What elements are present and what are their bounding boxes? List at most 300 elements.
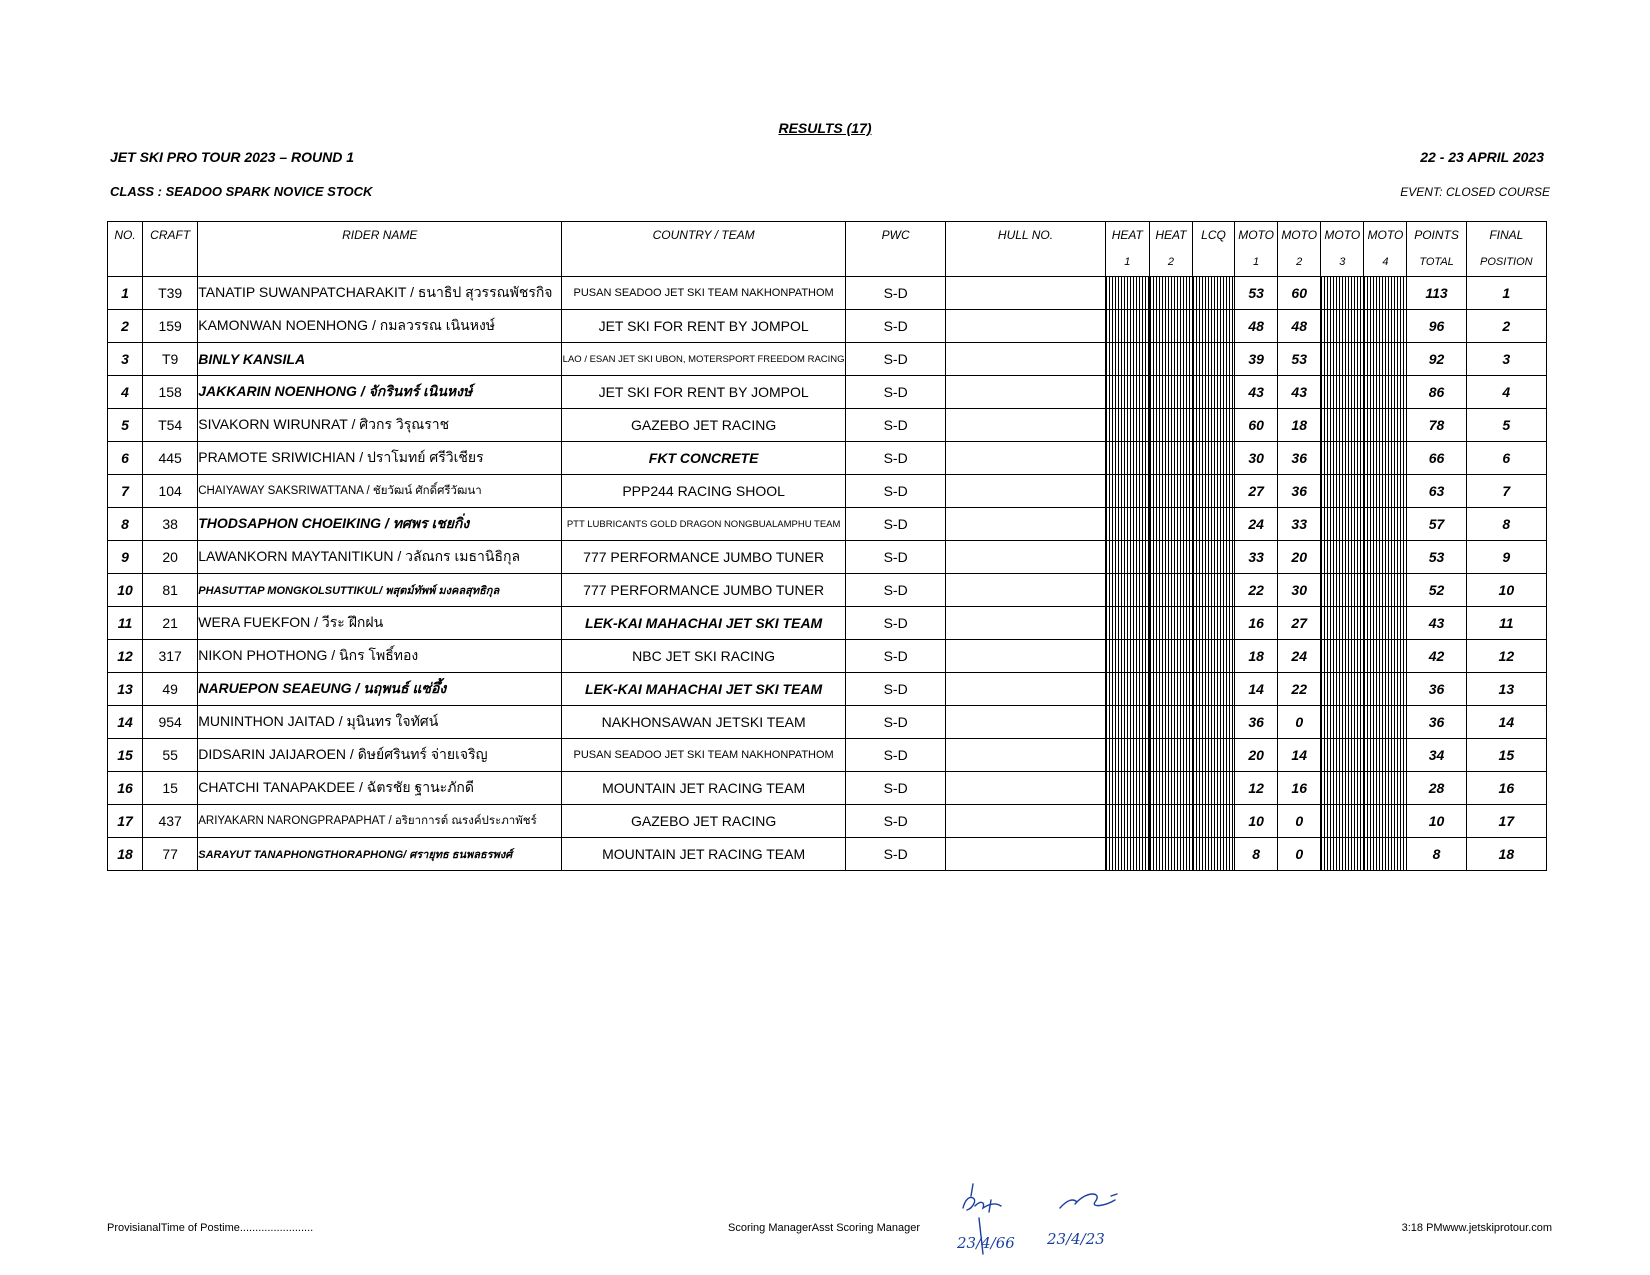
points-total: 53 <box>1407 541 1466 574</box>
table-row <box>108 508 1547 541</box>
footer-provisional: ProvisianalTime of Postime........................ <box>107 1222 314 1234</box>
moto3-cell <box>1321 607 1364 640</box>
table-row <box>108 838 1547 871</box>
lcq-cell <box>1192 772 1234 805</box>
moto3-cell <box>1321 673 1364 706</box>
points-total: 52 <box>1407 574 1466 607</box>
heat1-cell <box>1105 574 1149 607</box>
final-position: 9 <box>1466 541 1546 574</box>
table-row <box>108 739 1547 772</box>
lcq-cell <box>1192 640 1234 673</box>
moto1-points: 18 <box>1235 640 1278 673</box>
hull-number <box>946 673 1105 706</box>
lcq-cell <box>1192 706 1234 739</box>
svg-text:23/4/66: 23/4/66 <box>957 1234 1015 1252</box>
lcq-cell <box>1192 475 1234 508</box>
country-team: NAKHONSAWAN JETSKI TEAM <box>562 706 846 739</box>
moto4-cell <box>1364 640 1407 673</box>
craft-number: 38 <box>143 508 198 541</box>
heat2-cell <box>1149 772 1192 805</box>
moto1-points: 48 <box>1235 310 1278 343</box>
hull-number <box>946 574 1105 607</box>
moto1-points: 8 <box>1235 838 1278 871</box>
table-row <box>108 343 1547 376</box>
lcq-cell <box>1192 541 1234 574</box>
points-total: 8 <box>1407 838 1466 871</box>
final-position: 4 <box>1466 376 1546 409</box>
points-total: 42 <box>1407 640 1466 673</box>
col-hull: HULL NO. <box>946 222 1105 277</box>
moto3-cell <box>1321 739 1364 772</box>
row-number: 9 <box>108 541 143 574</box>
row-number: 14 <box>108 706 143 739</box>
moto4-cell <box>1364 343 1407 376</box>
results-title: RESULTS (17) <box>778 120 872 136</box>
heat2-cell <box>1149 838 1192 871</box>
moto2-points: 36 <box>1278 475 1321 508</box>
heat1-cell <box>1105 640 1149 673</box>
heat2-cell <box>1149 409 1192 442</box>
moto1-points: 36 <box>1235 706 1278 739</box>
lcq-cell <box>1192 409 1234 442</box>
final-position: 3 <box>1466 343 1546 376</box>
lcq-cell <box>1192 739 1234 772</box>
rider-name: TANATIP SUWANPATCHARAKIT / ธนาธิป สุวรรณพัชรกิจ <box>198 277 562 310</box>
heat2-cell <box>1149 574 1192 607</box>
country-team: PUSAN SEADOO JET SKI TEAM NAKHONPATHOM <box>562 739 846 772</box>
table-row <box>108 574 1547 607</box>
moto2-points: 16 <box>1278 772 1321 805</box>
heat1-cell <box>1105 739 1149 772</box>
final-position: 17 <box>1466 805 1546 838</box>
country-team: JET SKI FOR RENT BY JOMPOL <box>562 310 846 343</box>
event-date: 22 - 23 APRIL 2023 <box>1420 149 1544 165</box>
rider-name: CHAIYAWAY SAKSRIWATTANA / ชัยวัฒน์ ศักดิ์ศรีวัฒนา <box>198 475 562 508</box>
class-name: CLASS : SEADOO SPARK NOVICE STOCK <box>110 184 373 199</box>
pwc: S-D <box>846 508 946 541</box>
moto4-cell <box>1364 772 1407 805</box>
moto4-cell <box>1364 508 1407 541</box>
heat2-cell <box>1149 442 1192 475</box>
heat1-cell <box>1105 805 1149 838</box>
heat1-cell <box>1105 541 1149 574</box>
heat1-cell <box>1105 838 1149 871</box>
hull-number <box>946 805 1105 838</box>
country-team: LEK-KAI MAHACHAI JET SKI TEAM <box>562 607 846 640</box>
country-team: MOUNTAIN JET RACING TEAM <box>562 838 846 871</box>
table-row <box>108 805 1547 838</box>
row-number: 10 <box>108 574 143 607</box>
points-total: 10 <box>1407 805 1466 838</box>
row-number: 13 <box>108 673 143 706</box>
rider-name: SIVAKORN WIRUNRAT / ศิวกร วิรุณราช <box>198 409 562 442</box>
hull-number <box>946 310 1105 343</box>
rider-name: CHATCHI TANAPAKDEE / ฉัตรชัย ฐานะภักดี <box>198 772 562 805</box>
moto3-cell <box>1321 442 1364 475</box>
pwc: S-D <box>846 739 946 772</box>
rider-name: KAMONWAN NOENHONG / กมลวรรณ เนินหงษ์ <box>198 310 562 343</box>
rider-name: NARUEPON SEAEUNG / นฤพนธ์ แซ่อึ้ง <box>198 673 562 706</box>
heat1-cell <box>1105 343 1149 376</box>
heat2-cell <box>1149 640 1192 673</box>
lcq-cell <box>1192 376 1234 409</box>
moto4-cell <box>1364 838 1407 871</box>
points-total: 43 <box>1407 607 1466 640</box>
moto2-points: 27 <box>1278 607 1321 640</box>
moto1-points: 53 <box>1235 277 1278 310</box>
final-position: 16 <box>1466 772 1546 805</box>
moto3-cell <box>1321 409 1364 442</box>
table-row <box>108 607 1547 640</box>
table-row <box>108 475 1547 508</box>
hull-number <box>946 376 1105 409</box>
row-number: 4 <box>108 376 143 409</box>
footer-scoring-manager: Scoring ManagerAsst Scoring Manager <box>728 1222 920 1234</box>
country-team: LAO / ESAN JET SKI UBON, MOTERSPORT FREEDOM RACING <box>562 343 846 376</box>
heat2-cell <box>1149 805 1192 838</box>
pwc: S-D <box>846 673 946 706</box>
moto4-cell <box>1364 277 1407 310</box>
lcq-cell <box>1192 343 1234 376</box>
row-number: 17 <box>108 805 143 838</box>
country-team: GAZEBO JET RACING <box>562 805 846 838</box>
col-pwc: PWC <box>846 222 946 277</box>
craft-number: 81 <box>143 574 198 607</box>
heat1-cell <box>1105 409 1149 442</box>
row-number: 7 <box>108 475 143 508</box>
country-team: FKT CONCRETE <box>562 442 846 475</box>
moto1-points: 16 <box>1235 607 1278 640</box>
row-number: 1 <box>108 277 143 310</box>
row-number: 3 <box>108 343 143 376</box>
rider-name: THODSAPHON CHOEIKING / ทศพร เชยกิ่ง <box>198 508 562 541</box>
moto3-cell <box>1321 343 1364 376</box>
hull-number <box>946 277 1105 310</box>
lcq-cell <box>1192 574 1234 607</box>
heat1-cell <box>1105 310 1149 343</box>
row-number: 11 <box>108 607 143 640</box>
lcq-cell <box>1192 838 1234 871</box>
hull-number <box>946 541 1105 574</box>
moto2-points: 0 <box>1278 706 1321 739</box>
pwc: S-D <box>846 772 946 805</box>
row-number: 5 <box>108 409 143 442</box>
moto4-cell <box>1364 376 1407 409</box>
moto1-points: 10 <box>1235 805 1278 838</box>
moto2-points: 33 <box>1278 508 1321 541</box>
country-team: MOUNTAIN JET RACING TEAM <box>562 772 846 805</box>
hull-number <box>946 706 1105 739</box>
pwc: S-D <box>846 343 946 376</box>
pwc: S-D <box>846 277 946 310</box>
moto3-cell <box>1321 508 1364 541</box>
final-position: 7 <box>1466 475 1546 508</box>
moto1-points: 20 <box>1235 739 1278 772</box>
heat1-cell <box>1105 772 1149 805</box>
heat2-cell <box>1149 475 1192 508</box>
moto3-cell <box>1321 706 1364 739</box>
row-number: 8 <box>108 508 143 541</box>
pwc: S-D <box>846 574 946 607</box>
hull-number <box>946 607 1105 640</box>
heat2-cell <box>1149 508 1192 541</box>
moto2-points: 0 <box>1278 838 1321 871</box>
table-row <box>108 376 1547 409</box>
points-total: 113 <box>1407 277 1466 310</box>
row-number: 16 <box>108 772 143 805</box>
craft-number: 954 <box>143 706 198 739</box>
moto4-cell <box>1364 607 1407 640</box>
craft-number: T9 <box>143 343 198 376</box>
craft-number: 158 <box>143 376 198 409</box>
moto1-points: 14 <box>1235 673 1278 706</box>
hull-number <box>946 343 1105 376</box>
pwc: S-D <box>846 607 946 640</box>
craft-number: 159 <box>143 310 198 343</box>
moto4-cell <box>1364 805 1407 838</box>
moto2-points: 24 <box>1278 640 1321 673</box>
rider-name: LAWANKORN MAYTANITIKUN / วลัณกร เมธานิธิกุล <box>198 541 562 574</box>
heat1-cell <box>1105 706 1149 739</box>
craft-number: 21 <box>143 607 198 640</box>
final-position: 18 <box>1466 838 1546 871</box>
moto2-points: 22 <box>1278 673 1321 706</box>
rider-name: PRAMOTE SRIWICHIAN / ปราโมทย์ ศรีวิเชียร <box>198 442 562 475</box>
row-number: 15 <box>108 739 143 772</box>
heat2-cell <box>1149 739 1192 772</box>
craft-number: 15 <box>143 772 198 805</box>
country-team: PPP244 RACING SHOOL <box>562 475 846 508</box>
table-row <box>108 640 1547 673</box>
hull-number <box>946 475 1105 508</box>
heat1-cell <box>1105 442 1149 475</box>
final-position: 5 <box>1466 409 1546 442</box>
rider-name: SARAYUT TANAPHONGTHORAPHONG/ ศรายุทธ ธนพลธรพงศ์ <box>198 838 562 871</box>
col-moto1: MOTO 1 <box>1235 222 1278 277</box>
heat1-cell <box>1105 376 1149 409</box>
craft-number: 20 <box>143 541 198 574</box>
pwc: S-D <box>846 310 946 343</box>
heat2-cell <box>1149 607 1192 640</box>
moto4-cell <box>1364 706 1407 739</box>
country-team: 777 PERFORMANCE JUMBO TUNER <box>562 574 846 607</box>
table-row <box>108 442 1547 475</box>
pwc: S-D <box>846 838 946 871</box>
heat2-cell <box>1149 277 1192 310</box>
event-name: JET SKI PRO TOUR 2023 – ROUND 1 <box>110 149 355 165</box>
moto4-cell <box>1364 574 1407 607</box>
rider-name: DIDSARIN JAIJAROEN / ดิษย์ศรินทร์ จ่ายเจริญ <box>198 739 562 772</box>
points-total: 78 <box>1407 409 1466 442</box>
moto3-cell <box>1321 475 1364 508</box>
points-total: 92 <box>1407 343 1466 376</box>
table-row <box>108 673 1547 706</box>
pwc: S-D <box>846 640 946 673</box>
moto3-cell <box>1321 310 1364 343</box>
moto3-cell <box>1321 838 1364 871</box>
moto1-points: 12 <box>1235 772 1278 805</box>
lcq-cell <box>1192 310 1234 343</box>
points-total: 63 <box>1407 475 1466 508</box>
col-moto4: MOTO 4 <box>1364 222 1407 277</box>
col-final: FINAL POSITION <box>1466 222 1546 277</box>
moto2-points: 43 <box>1278 376 1321 409</box>
moto2-points: 30 <box>1278 574 1321 607</box>
craft-number: T39 <box>143 277 198 310</box>
moto2-points: 14 <box>1278 739 1321 772</box>
moto2-points: 20 <box>1278 541 1321 574</box>
pwc: S-D <box>846 541 946 574</box>
country-team: LEK-KAI MAHACHAI JET SKI TEAM <box>562 673 846 706</box>
hull-number <box>946 838 1105 871</box>
pwc: S-D <box>846 706 946 739</box>
pwc: S-D <box>846 442 946 475</box>
hull-number <box>946 640 1105 673</box>
country-team: PUSAN SEADOO JET SKI TEAM NAKHONPATHOM <box>562 277 846 310</box>
moto1-points: 43 <box>1235 376 1278 409</box>
col-points: POINTS TOTAL <box>1407 222 1466 277</box>
table-row <box>108 706 1547 739</box>
moto3-cell <box>1321 805 1364 838</box>
heat2-cell <box>1149 343 1192 376</box>
points-total: 28 <box>1407 772 1466 805</box>
pwc: S-D <box>846 475 946 508</box>
craft-number: 317 <box>143 640 198 673</box>
table-header-row <box>108 222 1547 277</box>
final-position: 14 <box>1466 706 1546 739</box>
moto1-points: 60 <box>1235 409 1278 442</box>
final-position: 1 <box>1466 277 1546 310</box>
pwc: S-D <box>846 409 946 442</box>
row-number: 12 <box>108 640 143 673</box>
moto2-points: 53 <box>1278 343 1321 376</box>
points-total: 36 <box>1407 706 1466 739</box>
moto1-points: 27 <box>1235 475 1278 508</box>
heat2-cell <box>1149 673 1192 706</box>
rider-name: JAKKARIN NOENHONG / จักรินทร์ เนินหงษ์ <box>198 376 562 409</box>
moto3-cell <box>1321 772 1364 805</box>
signature-image <box>955 1178 1150 1268</box>
hull-number <box>946 409 1105 442</box>
final-position: 2 <box>1466 310 1546 343</box>
moto4-cell <box>1364 310 1407 343</box>
moto3-cell <box>1321 574 1364 607</box>
row-number: 6 <box>108 442 143 475</box>
final-position: 15 <box>1466 739 1546 772</box>
moto4-cell <box>1364 409 1407 442</box>
hull-number <box>946 739 1105 772</box>
heat2-cell <box>1149 706 1192 739</box>
row-number: 18 <box>108 838 143 871</box>
final-position: 13 <box>1466 673 1546 706</box>
results-table <box>107 221 1547 871</box>
pwc: S-D <box>846 805 946 838</box>
results-body <box>108 277 1547 871</box>
moto2-points: 18 <box>1278 409 1321 442</box>
moto1-points: 24 <box>1235 508 1278 541</box>
country-team: PTT LUBRICANTS GOLD DRAGON NONGBUALAMPHU TEAM <box>562 508 846 541</box>
moto3-cell <box>1321 376 1364 409</box>
rider-name: NIKON PHOTHONG / นิกร โพธิ์ทอง <box>198 640 562 673</box>
col-rider: RIDER NAME <box>198 222 562 277</box>
table-row <box>108 409 1547 442</box>
country-team: GAZEBO JET RACING <box>562 409 846 442</box>
svg-text:23/4/23: 23/4/23 <box>1047 1230 1105 1248</box>
event-type: EVENT: CLOSED COURSE <box>1400 185 1550 199</box>
heat1-cell <box>1105 475 1149 508</box>
points-total: 34 <box>1407 739 1466 772</box>
row-number: 2 <box>108 310 143 343</box>
final-position: 8 <box>1466 508 1546 541</box>
points-total: 96 <box>1407 310 1466 343</box>
moto2-points: 60 <box>1278 277 1321 310</box>
moto4-cell <box>1364 673 1407 706</box>
heat2-cell <box>1149 541 1192 574</box>
craft-number: 49 <box>143 673 198 706</box>
lcq-cell <box>1192 673 1234 706</box>
moto1-points: 33 <box>1235 541 1278 574</box>
heat2-cell <box>1149 310 1192 343</box>
table-row <box>108 541 1547 574</box>
moto1-points: 22 <box>1235 574 1278 607</box>
hull-number <box>946 508 1105 541</box>
craft-number: T54 <box>143 409 198 442</box>
final-position: 12 <box>1466 640 1546 673</box>
points-total: 66 <box>1407 442 1466 475</box>
country-team: JET SKI FOR RENT BY JOMPOL <box>562 376 846 409</box>
hull-number <box>946 772 1105 805</box>
hull-number <box>946 442 1105 475</box>
rider-name: BINLY KANSILA <box>198 343 562 376</box>
moto2-points: 48 <box>1278 310 1321 343</box>
final-position: 11 <box>1466 607 1546 640</box>
country-team: 777 PERFORMANCE JUMBO TUNER <box>562 541 846 574</box>
col-team: COUNTRY / TEAM <box>562 222 846 277</box>
final-position: 6 <box>1466 442 1546 475</box>
craft-number: 77 <box>143 838 198 871</box>
table-row <box>108 310 1547 343</box>
lcq-cell <box>1192 277 1234 310</box>
craft-number: 55 <box>143 739 198 772</box>
moto3-cell <box>1321 541 1364 574</box>
col-heat2: HEAT 2 <box>1149 222 1192 277</box>
moto1-points: 30 <box>1235 442 1278 475</box>
moto3-cell <box>1321 640 1364 673</box>
col-lcq: LCQ <box>1192 222 1234 277</box>
moto2-points: 36 <box>1278 442 1321 475</box>
col-moto2: MOTO 2 <box>1278 222 1321 277</box>
footer-time-website: 3:18 PMwww.jetskiprotour.com <box>1401 1222 1552 1234</box>
moto1-points: 39 <box>1235 343 1278 376</box>
points-total: 36 <box>1407 673 1466 706</box>
col-heat1: HEAT 1 <box>1105 222 1149 277</box>
col-no: NO. <box>108 222 143 277</box>
points-total: 57 <box>1407 508 1466 541</box>
moto4-cell <box>1364 475 1407 508</box>
lcq-cell <box>1192 607 1234 640</box>
craft-number: 104 <box>143 475 198 508</box>
points-total: 86 <box>1407 376 1466 409</box>
col-moto3: MOTO 3 <box>1321 222 1364 277</box>
heat2-cell <box>1149 376 1192 409</box>
craft-number: 437 <box>143 805 198 838</box>
heat1-cell <box>1105 673 1149 706</box>
rider-name: MUNINTHON JAITAD / มุนินทร ใจทัศน์ <box>198 706 562 739</box>
lcq-cell <box>1192 442 1234 475</box>
country-team: NBC JET SKI RACING <box>562 640 846 673</box>
final-position: 10 <box>1466 574 1546 607</box>
moto4-cell <box>1364 541 1407 574</box>
